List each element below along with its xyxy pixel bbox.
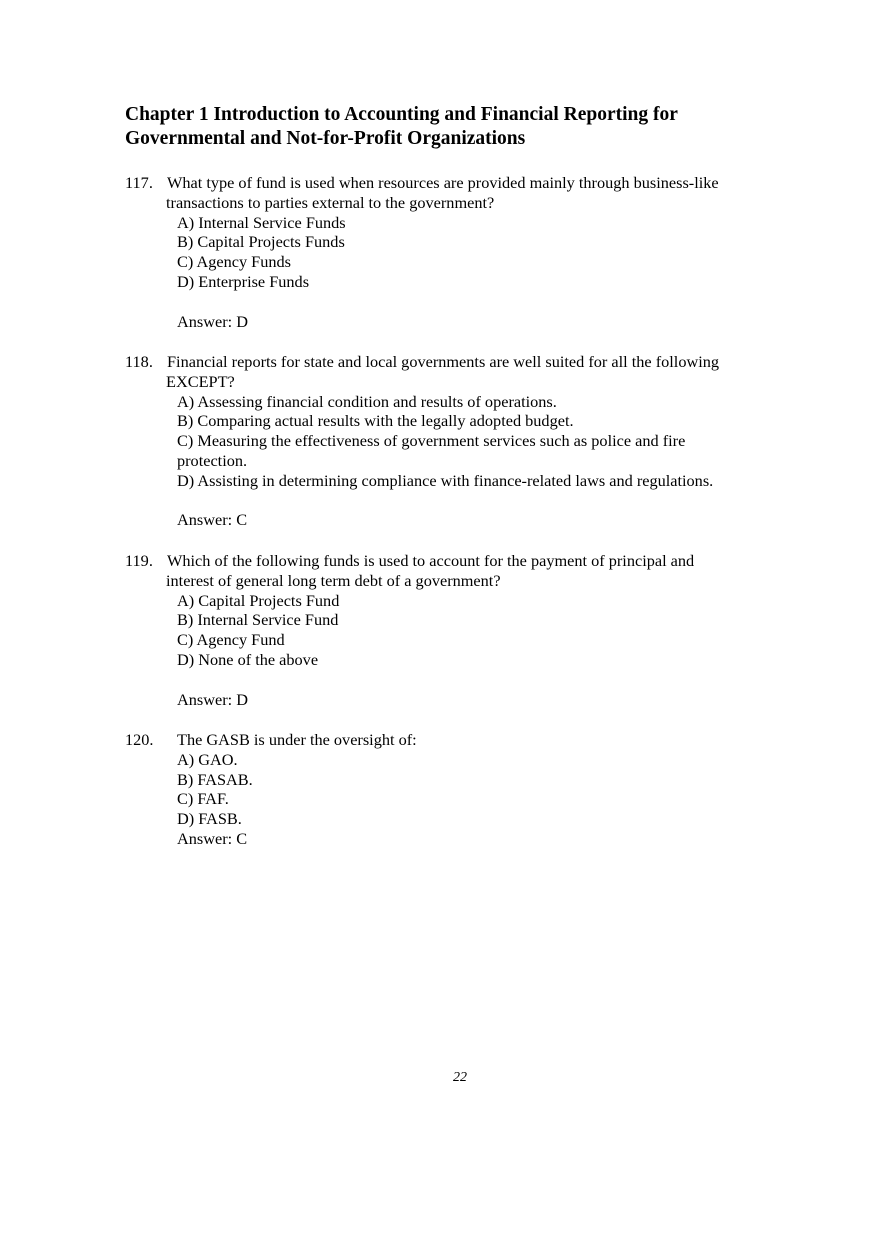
question-number: 120. bbox=[125, 730, 154, 749]
answer-option: D) FASB. bbox=[177, 809, 242, 829]
question-stem-line: EXCEPT? bbox=[166, 371, 235, 391]
answer-option: D) None of the above bbox=[177, 649, 319, 669]
answer-option: C) FAF. bbox=[177, 789, 229, 809]
answer-key: Answer: C bbox=[177, 828, 248, 848]
question-120 bbox=[125, 730, 805, 849]
question-118 bbox=[125, 352, 805, 530]
answer-option: A) Capital Projects Fund bbox=[177, 590, 340, 610]
answer-option: A) Assessing financial condition and results of operations. bbox=[177, 391, 557, 411]
chapter-title-line-1: Chapter 1 Introduction to Accounting and Financial Reporting for bbox=[125, 104, 678, 125]
question-stem-line: interest of general long term debt of a government? bbox=[166, 570, 501, 590]
question-number: 118. bbox=[125, 352, 153, 371]
answer-option: A) GAO. bbox=[177, 749, 238, 769]
answer-option-continuation: protection. bbox=[177, 450, 248, 470]
answer-option: B) Comparing actual results with the legally adopted budget. bbox=[177, 411, 574, 431]
question-117 bbox=[125, 173, 805, 331]
answer-key: Answer: D bbox=[177, 311, 248, 331]
answer-option: D) Assisting in determining compliance with finance-related laws and regulations. bbox=[177, 470, 714, 490]
answer-option: B) Capital Projects Funds bbox=[177, 232, 345, 252]
answer-key: Answer: D bbox=[177, 689, 248, 709]
answer-option: D) Enterprise Funds bbox=[177, 271, 310, 291]
answer-option: C) Agency Fund bbox=[177, 630, 285, 650]
question-stem-line: Which of the following funds is used to account for the payment of principal and bbox=[167, 551, 695, 570]
answer-option: A) Internal Service Funds bbox=[177, 212, 346, 232]
question-stem-line: The GASB is under the oversight of: bbox=[177, 730, 417, 749]
answer-option: B) FASAB. bbox=[177, 769, 253, 789]
answer-option: C) Agency Funds bbox=[177, 252, 291, 272]
question-stem-line: transactions to parties external to the government? bbox=[166, 192, 495, 212]
question-stem-line: Financial reports for state and local governments are well suited for all the following bbox=[167, 352, 720, 371]
chapter-title bbox=[125, 103, 805, 151]
answer-option: C) Measuring the effectiveness of government services such as police and fire bbox=[177, 431, 686, 451]
question-119 bbox=[125, 551, 805, 709]
question-stem-line: What type of fund is used when resources are provided mainly through business-like bbox=[167, 173, 719, 192]
page-number: 22 bbox=[453, 1070, 467, 1085]
chapter-title-line-2: Governmental and Not-for-Profit Organizations bbox=[125, 128, 526, 149]
answer-key: Answer: C bbox=[177, 510, 248, 530]
answer-option: B) Internal Service Fund bbox=[177, 610, 339, 630]
question-number: 119. bbox=[125, 551, 153, 570]
question-number: 117. bbox=[125, 173, 153, 192]
